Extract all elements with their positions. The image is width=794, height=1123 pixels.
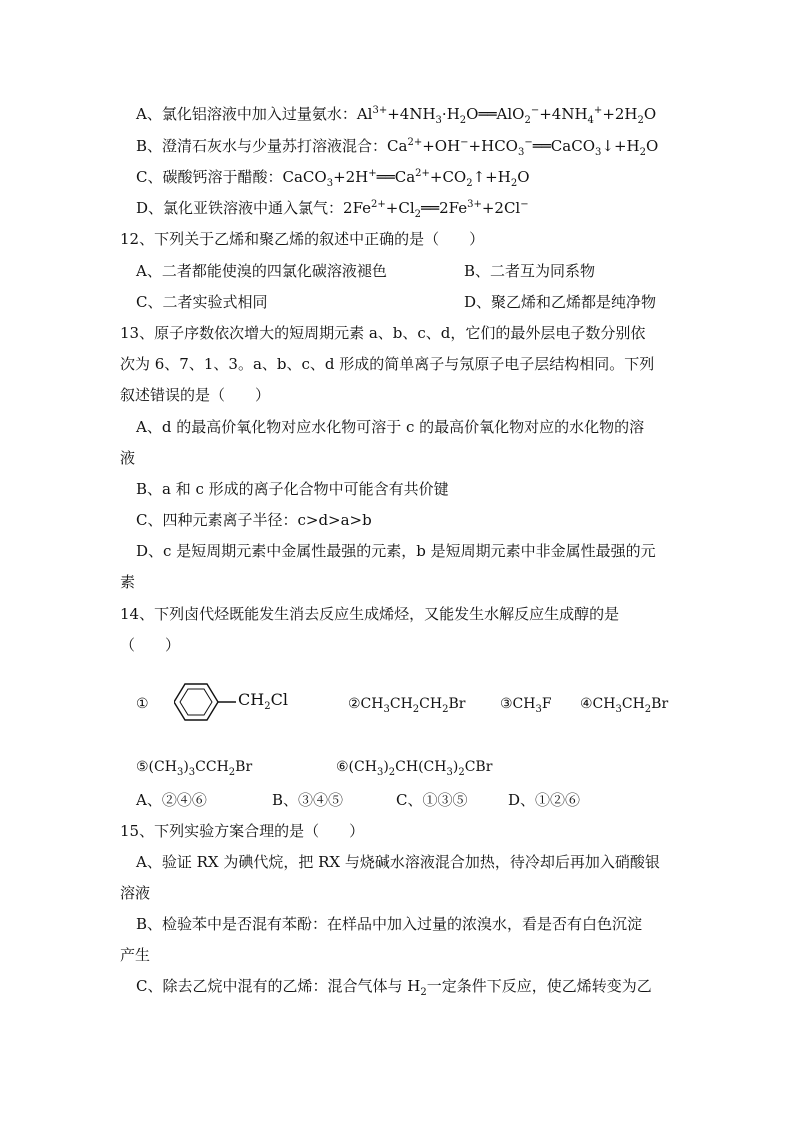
- q13-option-c: C、四种元素离子半径：c>d>a>b: [136, 511, 372, 529]
- q13-option-d-line1: D、c 是短周期元素中金属性最强的元素，b 是短周期元素中非金属性最强的元: [136, 542, 656, 560]
- q15-option-a-line1: A、验证 RX 为碘代烷，把 RX 与烧碱水溶液混合加热，待冷却后再加入硝酸银: [136, 853, 660, 871]
- q14-item-5: $⑤(CH_3)_3CCH_2Br$: [136, 759, 253, 778]
- q15-option-c-line1: C、除去乙烷中混有的乙烯：混合气体与 $H_2$一定条件下反应，使乙烯转变为乙: [136, 977, 652, 998]
- q12-option-d: D、聚乙烯和乙烯都是纯净物: [464, 293, 657, 311]
- q13-option-d-line2: 素: [120, 573, 136, 591]
- q11-option-d: D、氯化亚铁溶液中通入氯气：$2Fe^{2+}+Cl_2══2Fe^{3+}+2Cl^-$: [136, 199, 529, 220]
- q15-option-b-line1: B、检验苯中是否混有苯酚：在样品中加入过量的浓溴水，看是否有白色沉淀: [136, 915, 643, 933]
- q14-option-a: A、②④⑥: [136, 791, 207, 809]
- q12-stem: 12、下列关于乙烯和聚乙烯的叙述中正确的是（ ）: [120, 230, 485, 248]
- q15-option-b-line2: 产生: [120, 946, 151, 964]
- benzene-inner-ring: [180, 689, 212, 715]
- q13-option-a-line1: A、d 的最高价氧化物对应水化物可溶于 c 的最高价氧化物对应的水化物的溶: [136, 418, 645, 436]
- q14-item-3: $③CH_3F$: [500, 696, 552, 715]
- q14-option-d: D、①②⑥: [508, 791, 581, 809]
- q14-stem-line2: （ ）: [120, 636, 181, 654]
- q14-item-1-group: $CH_2Cl$: [238, 690, 288, 713]
- q14-option-c: C、①③⑤: [396, 791, 468, 809]
- q12-option-c: C、二者实验式相同: [136, 293, 268, 311]
- q13-option-b: B、a 和 c 形成的离子化合物中可能含有共价键: [136, 480, 449, 498]
- q13-stem-line3: 叙述错误的是（ ）: [120, 386, 271, 404]
- q14-item-4: $④CH_3CH_2Br$: [580, 696, 669, 715]
- q11-option-a: A、氯化铝溶液中加入过量氨水：$Al^{3+}+4NH_3\cdot H_2O══AlO_2^-+4NH_4^++2H_2O$: [136, 105, 657, 126]
- q12-option-b: B、二者互为同系物: [464, 262, 596, 280]
- q15-option-a-line2: 溶液: [120, 884, 151, 902]
- q13-stem-line2: 次为 6、7、1、3。a、b、c、d 形成的简单离子与氖原子电子层结构相同。下列: [120, 355, 655, 373]
- q14-stem-line1: 14、下列卤代烃既能发生消去反应生成烯烃，又能发生水解反应生成醇的是: [120, 605, 620, 623]
- q11-option-b: B、澄清石灰水与少量苏打溶液混合：$Ca^{2+}+OH^-+HCO_3^-══CaCO_3↓+H_2O$: [136, 137, 659, 158]
- q11-option-c: C、碳酸钙溶于醋酸：$CaCO_3+2H^+══Ca^{2+}+CO_2↑+H_2O$: [136, 168, 530, 189]
- q14-item-6: $⑥(CH_3)_2CH(CH_3)_2CBr$: [336, 759, 493, 778]
- q15-stem: 15、下列实验方案合理的是（ ）: [120, 822, 365, 840]
- q13-stem-line1: 13、原子序数依次增大的短周期元素 a、b、c、d，它们的最外层电子数分别依: [120, 324, 646, 342]
- q14-option-b: B、③④⑤: [272, 791, 344, 809]
- q12-option-a: A、二者都能使溴的四氯化碳溶液褪色: [136, 262, 387, 280]
- q13-option-a-line2: 液: [120, 449, 136, 467]
- q14-item-1-number: ①: [136, 696, 149, 712]
- q14-item-2: $②CH_3CH_2CH_2Br$: [348, 696, 466, 715]
